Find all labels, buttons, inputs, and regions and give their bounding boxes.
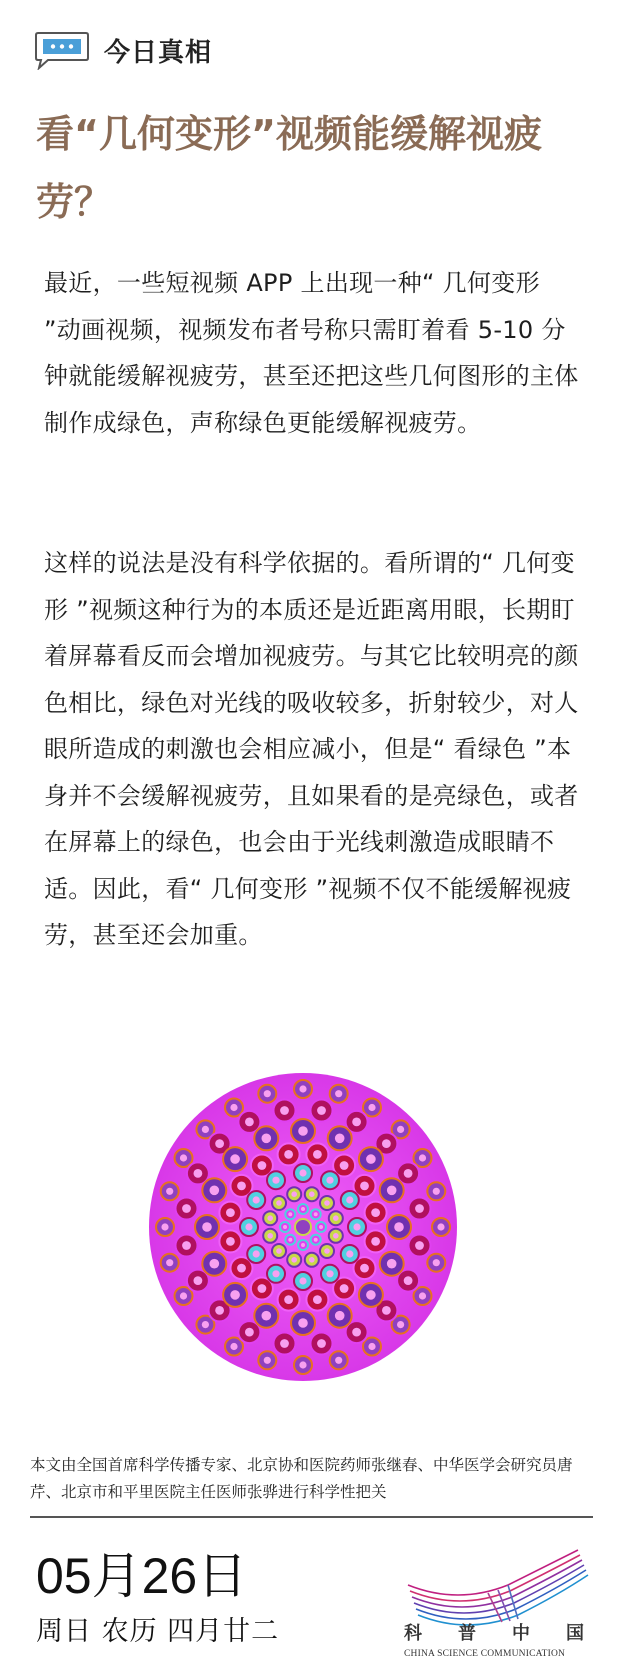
mandala-motif — [210, 1186, 220, 1196]
mandala-motif — [319, 1225, 323, 1229]
mandala-motif — [194, 1276, 203, 1285]
header — [34, 30, 212, 70]
logo-char: 国 — [566, 1623, 584, 1644]
mandala-motif — [161, 1223, 168, 1230]
mandala-motif — [314, 1238, 318, 1242]
mandala-motif — [404, 1169, 413, 1178]
mandala-motif — [267, 1233, 273, 1239]
article-paragraph: 最近，一些短视频 APP 上出现一种“ 几何变形 ”动画视频，视频发布者号称只需盯着看 5-10 分钟就能缓解视疲劳，甚至还把这些几何图形的主体制作成绿色，声称绿色更能缓解视疲劳。 — [44, 269, 579, 437]
mandala-motif — [180, 1292, 187, 1299]
mandala-motif — [267, 1215, 273, 1221]
mandala-motif — [166, 1188, 173, 1195]
mandala-motif — [215, 1306, 224, 1315]
mandala-motif — [253, 1250, 260, 1257]
mandala-motif — [202, 1321, 209, 1328]
mandala-motif — [333, 1233, 339, 1239]
mandala-motif — [404, 1276, 413, 1285]
mandala-motif — [394, 1222, 404, 1232]
mandala-motif — [415, 1241, 424, 1250]
mandala-motif — [335, 1134, 345, 1144]
mandala-motif — [309, 1257, 315, 1263]
mandala-motif — [226, 1237, 235, 1246]
mandala-motif — [215, 1139, 224, 1148]
mandala-motif — [299, 1085, 306, 1092]
mandala-motif — [230, 1104, 237, 1111]
mandala-motif — [324, 1248, 330, 1254]
mandala-motif — [230, 1290, 240, 1300]
mandala-motif — [333, 1215, 339, 1221]
mandala-motif — [314, 1212, 318, 1216]
mandala-motif — [272, 1270, 279, 1277]
mandala-motif — [288, 1212, 292, 1216]
mandala-motif — [387, 1186, 397, 1196]
mandala-motif — [180, 1154, 187, 1161]
mandala-motif — [280, 1106, 289, 1115]
mandala-motif — [237, 1264, 246, 1273]
mandala-motif — [317, 1339, 326, 1348]
mandala-motif — [166, 1259, 173, 1266]
mandala-motif — [226, 1208, 235, 1217]
mandala-motif — [280, 1339, 289, 1348]
date: 05月26日 — [36, 1548, 248, 1604]
mandala-motif — [262, 1311, 272, 1321]
mandala-motif — [309, 1191, 315, 1197]
date-subtitle: 周日 农历 四月廿二 — [36, 1616, 280, 1647]
mandala-motif — [397, 1321, 404, 1328]
logo-char: 普 — [458, 1623, 476, 1644]
mandala-motif — [283, 1225, 287, 1229]
mandala-motif — [210, 1259, 220, 1269]
mandala-motif — [368, 1104, 375, 1111]
mandala-motif — [326, 1270, 333, 1277]
mandala-motif — [352, 1118, 361, 1127]
chat-bubble-icon — [34, 30, 90, 70]
mandala-motif — [284, 1295, 293, 1304]
section-label: 今日真相 — [104, 37, 213, 68]
mandala-motif — [291, 1191, 297, 1197]
mandala-motif — [230, 1343, 237, 1350]
mandala-motif — [299, 1169, 306, 1176]
mandala-motif — [397, 1126, 404, 1133]
mandala-motif — [317, 1106, 326, 1115]
mandala-motif — [258, 1161, 267, 1170]
mandala-motif — [253, 1196, 260, 1203]
mandala-motif — [433, 1259, 440, 1266]
mandala-motif — [262, 1134, 272, 1144]
mandala-motif — [298, 1318, 308, 1328]
mandala-motif — [301, 1243, 305, 1247]
mandala-motif — [360, 1182, 369, 1191]
mandala-motif — [387, 1259, 397, 1269]
mandala-motif — [313, 1150, 322, 1159]
mandala-motif — [419, 1154, 426, 1161]
mandala-motif — [245, 1328, 254, 1337]
mandala-motif — [301, 1207, 305, 1211]
mandala-motif — [258, 1284, 267, 1293]
mandala-motif — [272, 1177, 279, 1184]
mandala-motif — [382, 1306, 391, 1315]
mandala-motif — [326, 1177, 333, 1184]
logo-char: 中 — [512, 1623, 530, 1644]
kaleidoscope-mandala-image — [148, 1072, 458, 1382]
mandala-motif — [291, 1257, 297, 1263]
mandala-motif — [284, 1150, 293, 1159]
mandala-motif — [352, 1328, 361, 1337]
logo-char: 科 — [404, 1623, 422, 1644]
mandala-motif — [335, 1311, 345, 1321]
mandala-motif — [194, 1169, 203, 1178]
mandala-motif — [264, 1090, 271, 1097]
mandala-motif — [264, 1357, 271, 1364]
mandala-center — [295, 1219, 311, 1235]
mandala-motif — [368, 1343, 375, 1350]
mandala-motif — [182, 1204, 191, 1213]
mandala-motif — [340, 1284, 349, 1293]
mandala-motif — [340, 1161, 349, 1170]
kepu-china-logo-icon — [398, 1545, 598, 1663]
logo-chinese-text — [404, 1624, 584, 1644]
article-title: 看“几何变形”视频能缓解视疲劳？ — [36, 112, 542, 224]
mandala-motif — [415, 1204, 424, 1213]
logo-english-text: CHINA SCIENCE COMMUNICATION — [404, 1649, 566, 1659]
mandala-motif — [382, 1139, 391, 1148]
mandala-motif — [245, 1118, 254, 1127]
mandala-motif — [288, 1238, 292, 1242]
mandala-motif — [202, 1222, 212, 1232]
mandala-motif — [346, 1250, 353, 1257]
mandala-motif — [202, 1126, 209, 1133]
mandala-motif — [366, 1290, 376, 1300]
mandala-motif — [335, 1357, 342, 1364]
mandala-motif — [360, 1264, 369, 1273]
mandala-motif — [276, 1200, 282, 1206]
mandala-motif — [182, 1241, 191, 1250]
mandala-motif — [335, 1090, 342, 1097]
mandala-motif — [419, 1292, 426, 1299]
mandala-motif — [230, 1154, 240, 1164]
mandala-motif — [324, 1200, 330, 1206]
mandala-motif — [366, 1154, 376, 1164]
mandala-motif — [371, 1208, 380, 1217]
mandala-motif — [371, 1237, 380, 1246]
mandala-motif — [237, 1182, 246, 1191]
mandala-motif — [353, 1223, 360, 1230]
mandala-motif — [298, 1126, 308, 1136]
mandala-motif — [299, 1361, 306, 1368]
article-paragraph: 这样的说法是没有科学依据的。看所谓的“ 几何变形 ”视频这种行为的本质还是近距离用眼，长期盯着屏幕看反而会增加视疲劳。与其它比较明亮的颜色相比，绿色对光线的吸收较多，折射较少，对人眼所造成的刺激也会相应减小，但是“ 看绿色 ”本身并不会缓解视疲劳，且如果看的是亮绿色，或者在屏幕上的绿色，也会由于光线刺激造成眼睛不适。因此，看“ 几何变形 ”视频不仅不能缓解视疲劳，甚至还会加重。 — [44, 549, 579, 949]
mandala-motif — [433, 1188, 440, 1195]
divider — [30, 1516, 593, 1518]
mandala-motif — [276, 1248, 282, 1254]
mandala-motif — [437, 1223, 444, 1230]
mandala-motif — [346, 1196, 353, 1203]
mandala-motif — [299, 1277, 306, 1284]
mandala-motif — [313, 1295, 322, 1304]
credit-text: 本文由全国首席科学传播专家、北京协和医院药师张继春、中华医学会研究员唐芹、北京市和平里医院主任医师张骅进行科学性把关 — [30, 1456, 573, 1501]
mandala-motif — [245, 1223, 252, 1230]
